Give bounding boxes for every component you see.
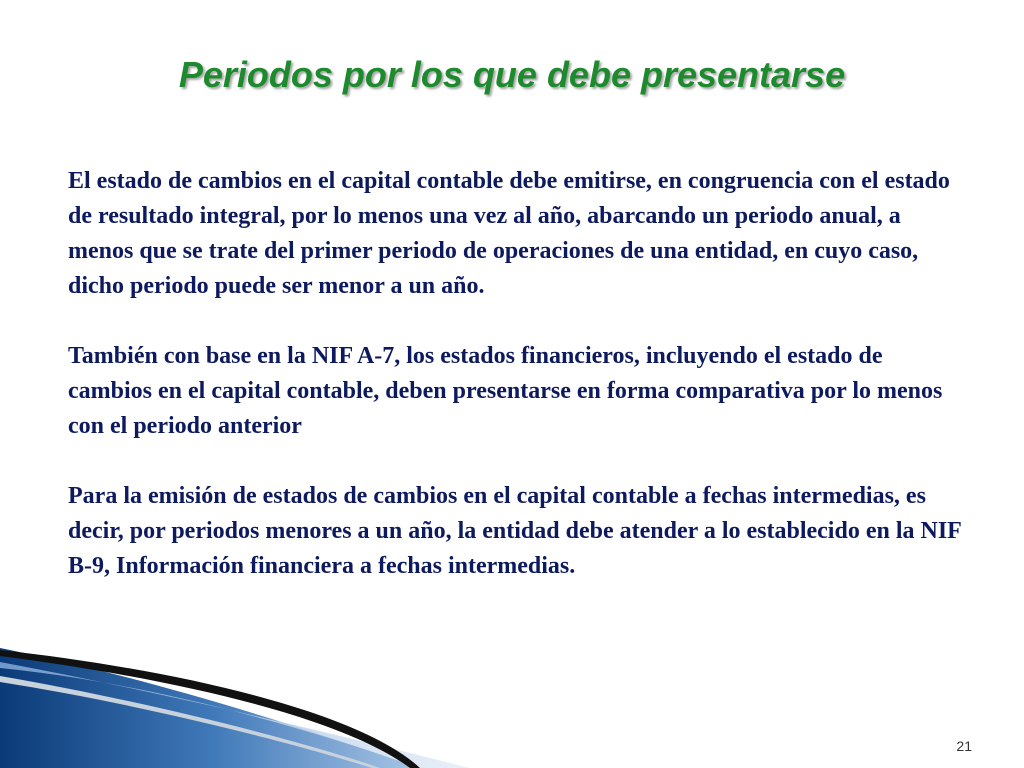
slide-body [68,164,968,584]
swoosh-blue-band [0,648,420,768]
slide-title: Periodos por los que debe presentarse [178,54,846,95]
page-number: 21 [956,738,972,754]
swoosh-black-stroke [0,650,420,768]
paragraph-3: Para la emisión de estados de cambios en el capital contable a fechas intermedias, es decir, por periodos menores a un año, la entidad debe atender a lo establecido en la NIF B-9, Información financiera a fechas intermedias. [68,483,961,579]
swoosh-light-band [0,662,470,768]
swoosh-grey-line [0,676,380,768]
paragraph-1: El estado de cambios en el capital contable debe emitirse, en congruencia con el estado de resultado integral, por lo menos una vez al año, abarcando un periodo anual, a menos que se trate del primer periodo de operaciones de una entidad, en cuyo caso, dicho periodo puede ser menor a un año. [68,168,950,299]
paragraph-2: También con base en la NIF A-7, los estados financieros, incluyendo el estado de cambios en el capital contable, deben presentarse en forma comparativa por lo menos con el periodo anterior [68,343,943,439]
